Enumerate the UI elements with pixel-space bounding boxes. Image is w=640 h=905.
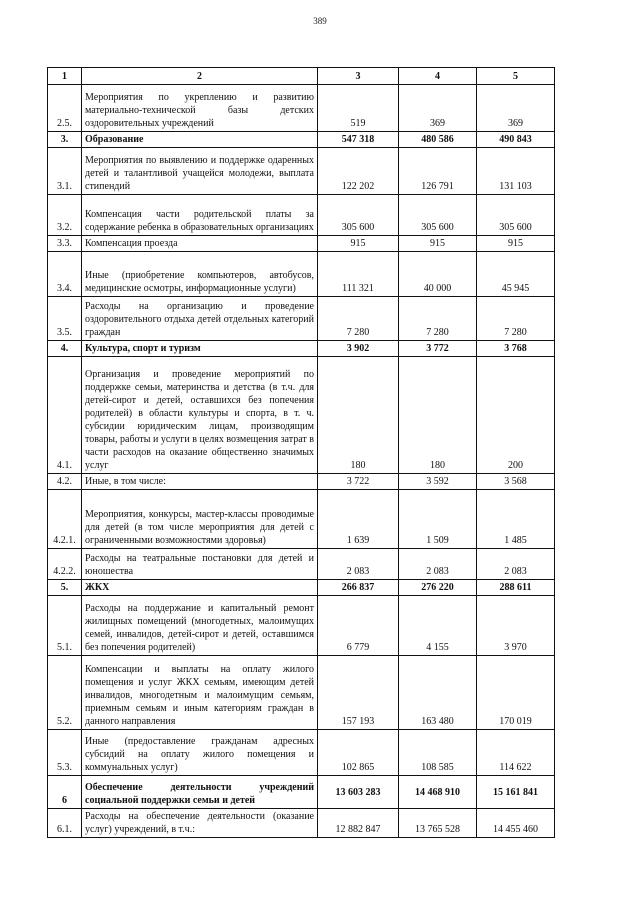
row-value-col5: 369 (477, 85, 555, 132)
table-row (48, 656, 555, 730)
row-value-col5: 2 083 (477, 549, 555, 580)
row-number: 6.1. (48, 809, 82, 838)
row-value-col5: 490 843 (477, 132, 555, 148)
row-value-col3: 915 (318, 236, 399, 252)
row-value-col3: 7 280 (318, 297, 399, 341)
table-row (48, 549, 555, 580)
row-number: 5.2. (48, 656, 82, 730)
row-value-col4: 276 220 (399, 580, 477, 596)
row-number: 3.2. (48, 195, 82, 236)
row-value-col4: 3 592 (399, 474, 477, 490)
row-description: Иные (приобретение компьютеров, автобусов, медицинские осмотры, информационные услуги) (82, 252, 318, 297)
table-row (48, 474, 555, 490)
table-row (48, 252, 555, 297)
row-value-col5: 305 600 (477, 195, 555, 236)
row-number: 3.3. (48, 236, 82, 252)
header-col-1: 1 (48, 68, 82, 85)
table-row (48, 148, 555, 195)
row-description: Мероприятия по выявлению и поддержке одаренных детей и талантливой учащейся молодежи, выплата стипендий (82, 148, 318, 195)
row-number: 4.2. (48, 474, 82, 490)
row-description: Расходы на театральные постановки для детей и юношества (82, 549, 318, 580)
row-number: 3. (48, 132, 82, 148)
row-number: 4.2.1. (48, 490, 82, 549)
table-row (48, 132, 555, 148)
header-col-5: 5 (477, 68, 555, 85)
header-col-4: 4 (399, 68, 477, 85)
row-number: 4. (48, 341, 82, 357)
row-value-col5: 3 568 (477, 474, 555, 490)
row-value-col3: 6 779 (318, 596, 399, 656)
row-value-col4: 163 480 (399, 656, 477, 730)
row-description: Расходы на организацию и проведение оздоровительного отдыха детей отдельных категорий граждан (82, 297, 318, 341)
budget-table (47, 67, 555, 838)
row-number: 3.4. (48, 252, 82, 297)
row-value-col5: 170 019 (477, 656, 555, 730)
row-description: ЖКХ (82, 580, 318, 596)
row-value-col4: 126 791 (399, 148, 477, 195)
row-description: Образование (82, 132, 318, 148)
table-row (48, 195, 555, 236)
row-value-col4: 480 586 (399, 132, 477, 148)
row-number: 2.5. (48, 85, 82, 132)
row-description: Мероприятия по укреплению и развитию материально-технической базы детских оздоровительных учреждений (82, 85, 318, 132)
row-value-col3: 2 083 (318, 549, 399, 580)
row-description: Компенсация части родительской платы за содержание ребенка в образовательных организациях (82, 195, 318, 236)
row-value-col5: 3 970 (477, 596, 555, 656)
table-row (48, 297, 555, 341)
row-number: 5. (48, 580, 82, 596)
row-value-col4: 40 000 (399, 252, 477, 297)
row-description: Организация и проведение мероприятий по поддержке семьи, материнства и детства (в т.ч. для детей-сирот и детей, оставшихся без попечения родителей) в области культуры и спорта, в т. ч. субсидии юридическим лицам, производящим товары, работы и услуги в целях возмещения затрат в части расходов на оказание общественно значимых услуг (82, 357, 318, 474)
row-value-col3: 102 865 (318, 730, 399, 776)
row-description: Компенсации и выплаты на оплату жилого помещения и услуг ЖКХ семьям, имеющим детей инвалидов, многодетным и малоимущим семьям, приемным семьям и иным категориям граждан в данного направления (82, 656, 318, 730)
row-value-col5: 14 455 460 (477, 809, 555, 838)
row-value-col3: 519 (318, 85, 399, 132)
table-row (48, 357, 555, 474)
row-value-col5: 45 945 (477, 252, 555, 297)
row-value-col3: 1 639 (318, 490, 399, 549)
row-description: Иные (предоставление гражданам адресных субсидий на оплату жилого помещения и коммунальных услуг) (82, 730, 318, 776)
table-row (48, 236, 555, 252)
table-row (48, 341, 555, 357)
row-description: Культура, спорт и туризм (82, 341, 318, 357)
row-value-col5: 288 611 (477, 580, 555, 596)
row-value-col3: 122 202 (318, 148, 399, 195)
row-value-col3: 3 722 (318, 474, 399, 490)
header-col-3: 3 (318, 68, 399, 85)
row-value-col4: 305 600 (399, 195, 477, 236)
table-row (48, 730, 555, 776)
row-value-col5: 15 161 841 (477, 776, 555, 809)
table-header-row (48, 68, 555, 85)
row-number: 5.1. (48, 596, 82, 656)
row-value-col3: 12 882 847 (318, 809, 399, 838)
row-number: 5.3. (48, 730, 82, 776)
row-value-col4: 180 (399, 357, 477, 474)
header-col-2: 2 (82, 68, 318, 85)
row-description: Мероприятия, конкурсы, мастер-классы проводимые для детей (в том числе мероприятия для детей с ограниченными возможностями здоровья) (82, 490, 318, 549)
table-row (48, 85, 555, 132)
table-row (48, 776, 555, 809)
row-number: 4.1. (48, 357, 82, 474)
table-row (48, 596, 555, 656)
row-number: 3.5. (48, 297, 82, 341)
row-value-col3: 111 321 (318, 252, 399, 297)
page-number: 389 (313, 16, 327, 26)
row-value-col3: 547 318 (318, 132, 399, 148)
row-value-col4: 4 155 (399, 596, 477, 656)
row-value-col5: 131 103 (477, 148, 555, 195)
row-value-col5: 200 (477, 357, 555, 474)
row-value-col3: 13 603 283 (318, 776, 399, 809)
table-row (48, 580, 555, 596)
table-row (48, 809, 555, 838)
row-value-col3: 180 (318, 357, 399, 474)
row-value-col4: 915 (399, 236, 477, 252)
row-value-col4: 108 585 (399, 730, 477, 776)
row-value-col5: 1 485 (477, 490, 555, 549)
row-description: Расходы на поддержание и капитальный ремонт жилищных помещений (многодетных, малоимущих семей, инвалидов, детей-сирот и детей, оставшимся без попечения родителей) (82, 596, 318, 656)
row-number: 4.2.2. (48, 549, 82, 580)
row-value-col3: 266 837 (318, 580, 399, 596)
row-value-col4: 7 280 (399, 297, 477, 341)
row-value-col3: 157 193 (318, 656, 399, 730)
row-value-col4: 1 509 (399, 490, 477, 549)
row-value-col4: 3 772 (399, 341, 477, 357)
table-row (48, 490, 555, 549)
row-value-col3: 3 902 (318, 341, 399, 357)
row-value-col5: 7 280 (477, 297, 555, 341)
row-value-col5: 915 (477, 236, 555, 252)
row-value-col4: 14 468 910 (399, 776, 477, 809)
row-description: Обеспечение деятельности учреждений социальной поддержки семьи и детей (82, 776, 318, 809)
row-value-col5: 114 622 (477, 730, 555, 776)
row-value-col5: 3 768 (477, 341, 555, 357)
row-description: Компенсация проезда (82, 236, 318, 252)
row-description: Иные, в том числе: (82, 474, 318, 490)
row-number: 3.1. (48, 148, 82, 195)
row-value-col3: 305 600 (318, 195, 399, 236)
row-description: Расходы на обеспечение деятельности (оказание услуг) учреждений, в т.ч.: (82, 809, 318, 838)
row-value-col4: 2 083 (399, 549, 477, 580)
row-number: 6 (48, 776, 82, 809)
row-value-col4: 369 (399, 85, 477, 132)
row-value-col4: 13 765 528 (399, 809, 477, 838)
